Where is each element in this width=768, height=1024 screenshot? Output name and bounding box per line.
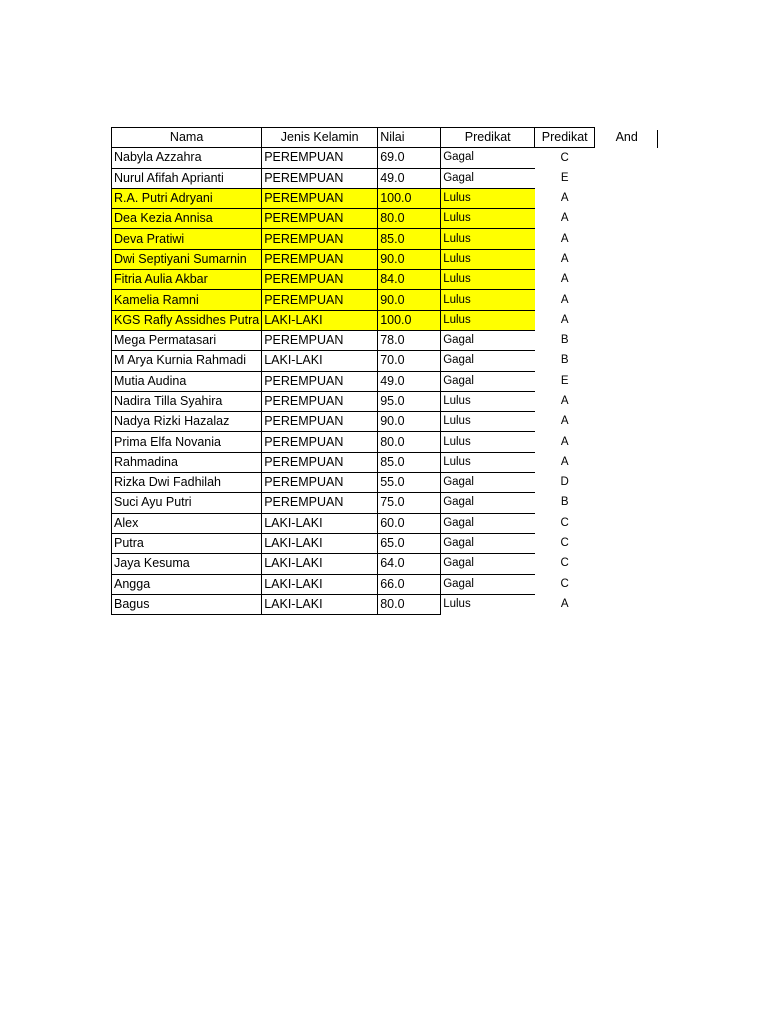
cell-nilai[interactable]: 90.0 — [378, 412, 441, 432]
cell-nama[interactable]: Nurul Afifah Aprianti — [112, 168, 262, 188]
cell-nama[interactable]: Angga — [112, 574, 262, 594]
cell-nilai[interactable]: 66.0 — [378, 574, 441, 594]
header-and-label: And — [615, 130, 638, 145]
cell-nama[interactable]: Jaya Kesuma — [112, 554, 262, 574]
header-predikat-2[interactable]: Predikat — [535, 128, 595, 148]
cell-predikat[interactable]: Lulus — [441, 188, 535, 208]
cell-jenis-kelamin[interactable]: PEREMPUAN — [262, 290, 378, 310]
cell-grade[interactable]: A — [560, 597, 569, 610]
cell-nilai[interactable]: 95.0 — [378, 391, 441, 411]
cell-jenis-kelamin[interactable]: PEREMPUAN — [262, 249, 378, 269]
cell-nilai[interactable]: 80.0 — [378, 209, 441, 229]
table-row — [112, 209, 659, 229]
cell-nilai[interactable]: 60.0 — [378, 513, 441, 533]
cell-jenis-kelamin[interactable]: PEREMPUAN — [262, 168, 378, 188]
table-row — [112, 574, 659, 594]
cell-nama[interactable]: Kamelia Ramni — [112, 290, 262, 310]
cell-empty[interactable] — [595, 270, 659, 290]
cell-grade[interactable]: A — [560, 273, 569, 286]
cell-empty[interactable] — [595, 452, 659, 472]
cell-empty[interactable] — [595, 209, 659, 229]
cell-grade[interactable]: B — [560, 496, 569, 509]
cell-nama[interactable]: Rizka Dwi Fadhilah — [112, 473, 262, 493]
cell-nama[interactable]: Prima Elfa Novania — [112, 432, 262, 452]
cell-jenis-kelamin[interactable]: PEREMPUAN — [262, 270, 378, 290]
cell-empty[interactable] — [595, 432, 659, 452]
cell-empty[interactable] — [595, 290, 659, 310]
cell-empty[interactable] — [595, 168, 659, 188]
cell-nilai[interactable]: 49.0 — [378, 371, 441, 391]
cell-grade[interactable]: A — [560, 455, 569, 468]
cell-predikat[interactable]: Gagal — [441, 574, 535, 594]
cell-predikat[interactable]: Lulus — [441, 432, 535, 452]
cell-predikat[interactable]: Gagal — [441, 168, 535, 188]
cell-nama[interactable]: Alex — [112, 513, 262, 533]
cell-empty[interactable] — [595, 412, 659, 432]
cell-nama[interactable]: KGS Rafly Assidhes Putra — [112, 310, 262, 330]
table-row — [112, 391, 659, 411]
cell-empty[interactable] — [595, 188, 659, 208]
cell-nama[interactable]: Nadya Rizki Hazalaz — [112, 412, 262, 432]
table-row — [112, 412, 659, 432]
cell-predikat[interactable]: Lulus — [441, 391, 535, 411]
cell-jenis-kelamin[interactable]: PEREMPUAN — [262, 412, 378, 432]
cell-jenis-kelamin[interactable]: PEREMPUAN — [262, 229, 378, 249]
table-row — [112, 351, 659, 371]
cell-grade[interactable]: B — [560, 354, 569, 367]
cell-predikat[interactable]: Lulus — [441, 310, 535, 330]
table-row — [112, 310, 659, 330]
cell-grade[interactable]: E — [560, 171, 569, 184]
cell-grade[interactable]: A — [560, 212, 569, 225]
cell-empty[interactable] — [595, 229, 659, 249]
cell-jenis-kelamin[interactable]: LAKI-LAKI — [262, 351, 378, 371]
cell-jenis-kelamin[interactable]: PEREMPUAN — [262, 148, 378, 168]
cell-nama[interactable]: Nabyla Azzahra — [112, 148, 262, 168]
cell-predikat[interactable]: Gagal — [441, 513, 535, 533]
cell-predikat[interactable]: Gagal — [441, 493, 535, 513]
cell-jenis-kelamin[interactable]: PEREMPUAN — [262, 209, 378, 229]
cell-nilai[interactable]: 55.0 — [378, 473, 441, 493]
cell-grade[interactable]: C — [560, 577, 569, 590]
cell-grade[interactable]: A — [560, 395, 569, 407]
cell-jenis-kelamin[interactable]: PEREMPUAN — [262, 371, 378, 391]
table-row — [112, 188, 659, 208]
table-row — [112, 594, 659, 614]
header-and[interactable] — [595, 128, 659, 148]
cell-empty[interactable] — [595, 249, 659, 269]
table-row — [112, 432, 659, 452]
cell-predikat[interactable]: Lulus — [441, 594, 535, 614]
table-row — [112, 371, 659, 391]
cell-predikat[interactable]: Gagal — [441, 330, 535, 350]
cell-nilai[interactable]: 90.0 — [378, 249, 441, 269]
cell-predikat[interactable]: Gagal — [441, 473, 535, 493]
cell-nama[interactable]: Suci Ayu Putri — [112, 493, 262, 513]
cell-empty[interactable] — [595, 351, 659, 371]
cell-predikat[interactable]: Lulus — [441, 412, 535, 432]
table-row — [112, 270, 659, 290]
cell-empty[interactable] — [595, 493, 659, 513]
cell-empty[interactable] — [595, 594, 659, 614]
cell-nilai[interactable]: 49.0 — [378, 168, 441, 188]
cell-nama[interactable]: Nadira Tilla Syahira — [112, 391, 262, 411]
cell-nilai[interactable]: 84.0 — [378, 270, 441, 290]
cell-grade[interactable]: C — [560, 151, 569, 164]
cell-predikat[interactable]: Lulus — [441, 452, 535, 472]
cell-jenis-kelamin[interactable]: PEREMPUAN — [262, 493, 378, 513]
cell-jenis-kelamin[interactable]: PEREMPUAN — [262, 452, 378, 472]
cell-grade[interactable]: B — [560, 334, 569, 347]
cell-nama[interactable]: M Arya Kurnia Rahmadi — [112, 351, 262, 371]
table-row — [112, 330, 659, 350]
cell-predikat[interactable]: Lulus — [441, 249, 535, 269]
cell-empty[interactable] — [595, 513, 659, 533]
cell-empty[interactable] — [595, 533, 659, 553]
cell-nilai[interactable]: 70.0 — [378, 351, 441, 371]
cell-jenis-kelamin[interactable]: PEREMPUAN — [262, 188, 378, 208]
table-row — [112, 148, 659, 168]
cell-nama[interactable]: Dwi Septiyani Sumarnin — [112, 249, 262, 269]
header-nilai[interactable]: Nilai — [378, 128, 441, 148]
cell-grade[interactable]: A — [560, 232, 569, 245]
cell-empty[interactable] — [595, 554, 659, 574]
table-row — [112, 229, 659, 249]
cell-jenis-kelamin[interactable]: LAKI-LAKI — [262, 594, 378, 614]
table-row — [112, 249, 659, 269]
cell-jenis-kelamin[interactable]: PEREMPUAN — [262, 391, 378, 411]
cell-jenis-kelamin[interactable]: LAKI-LAKI — [262, 574, 378, 594]
header-predikat[interactable]: Predikat — [441, 128, 535, 148]
cell-jenis-kelamin[interactable]: PEREMPUAN — [262, 330, 378, 350]
cell-nilai[interactable]: 85.0 — [378, 452, 441, 472]
cell-nilai[interactable]: 64.0 — [378, 554, 441, 574]
cell-cursor — [657, 130, 658, 148]
cell-grade[interactable]: A — [560, 192, 569, 205]
cell-nama[interactable]: Putra — [112, 533, 262, 553]
cell-jenis-kelamin[interactable]: PEREMPUAN — [262, 432, 378, 452]
cell-jenis-kelamin[interactable]: LAKI-LAKI — [262, 310, 378, 330]
cell-jenis-kelamin[interactable]: LAKI-LAKI — [262, 533, 378, 553]
cell-nilai[interactable]: 90.0 — [378, 290, 441, 310]
table-row — [112, 452, 659, 472]
cell-nilai[interactable]: 85.0 — [378, 229, 441, 249]
cell-empty[interactable] — [595, 371, 659, 391]
cell-grade[interactable]: D — [560, 476, 569, 489]
table-row — [112, 290, 659, 310]
cell-predikat[interactable]: Lulus — [441, 209, 535, 229]
cell-nama[interactable]: Deva Pratiwi — [112, 229, 262, 249]
cell-nama[interactable]: Fitria Aulia Akbar — [112, 270, 262, 290]
cell-predikat[interactable]: Gagal — [441, 148, 535, 168]
table-body — [112, 148, 659, 615]
cell-grade[interactable]: A — [560, 435, 569, 448]
cell-nilai[interactable]: 75.0 — [378, 493, 441, 513]
cell-predikat[interactable]: Gagal — [441, 351, 535, 371]
cell-grade[interactable]: A — [560, 313, 569, 326]
cell-grade[interactable]: A — [560, 293, 569, 306]
cell-jenis-kelamin[interactable]: PEREMPUAN — [262, 473, 378, 493]
cell-grade[interactable]: C — [560, 516, 569, 529]
cell-grade[interactable]: C — [560, 557, 569, 570]
cell-nilai[interactable]: 78.0 — [378, 330, 441, 350]
cell-jenis-kelamin[interactable]: LAKI-LAKI — [262, 554, 378, 574]
cell-empty[interactable] — [595, 310, 659, 330]
cell-empty[interactable] — [595, 574, 659, 594]
cell-empty[interactable] — [595, 330, 659, 350]
cell-nama[interactable]: Mega Permatasari — [112, 330, 262, 350]
spreadsheet-table — [111, 127, 659, 615]
cell-nilai[interactable]: 100.0 — [378, 188, 441, 208]
cell-grade[interactable]: A — [560, 252, 569, 265]
cell-nama[interactable]: Bagus — [112, 594, 262, 614]
cell-predikat[interactable]: Gagal — [441, 533, 535, 553]
cell-nama[interactable]: Mutia Audina — [112, 371, 262, 391]
cell-nilai[interactable]: 80.0 — [378, 432, 441, 452]
table-row — [112, 493, 659, 513]
cell-predikat[interactable]: Lulus — [441, 290, 535, 310]
cell-nama[interactable]: Rahmadina — [112, 452, 262, 472]
cell-grade[interactable]: C — [560, 537, 569, 550]
cell-empty[interactable] — [595, 473, 659, 493]
cell-predikat[interactable]: Gagal — [441, 554, 535, 574]
cell-grade[interactable]: E — [560, 374, 569, 387]
cell-predikat[interactable]: Lulus — [441, 229, 535, 249]
cell-predikat[interactable]: Lulus — [441, 270, 535, 290]
cell-predikat[interactable]: Gagal — [441, 371, 535, 391]
cell-grade[interactable]: A — [560, 415, 569, 428]
header-row — [112, 128, 659, 148]
cell-nama[interactable]: Dea Kezia Annisa — [112, 209, 262, 229]
header-nama[interactable]: Nama — [112, 128, 262, 148]
table-row — [112, 168, 659, 188]
table-row — [112, 554, 659, 574]
table-row — [112, 513, 659, 533]
cell-nilai[interactable]: 65.0 — [378, 533, 441, 553]
cell-jenis-kelamin[interactable]: LAKI-LAKI — [262, 513, 378, 533]
table-row — [112, 473, 659, 493]
cell-empty[interactable] — [595, 391, 659, 411]
cell-nama[interactable]: R.A. Putri Adryani — [112, 188, 262, 208]
cell-nilai[interactable]: 80.0 — [378, 594, 441, 614]
header-jenis-kelamin[interactable]: Jenis Kelamin — [262, 128, 378, 148]
cell-empty[interactable] — [595, 148, 659, 168]
cell-nilai[interactable]: 69.0 — [378, 148, 441, 168]
table-row — [112, 533, 659, 553]
cell-nilai[interactable]: 100.0 — [378, 310, 441, 330]
